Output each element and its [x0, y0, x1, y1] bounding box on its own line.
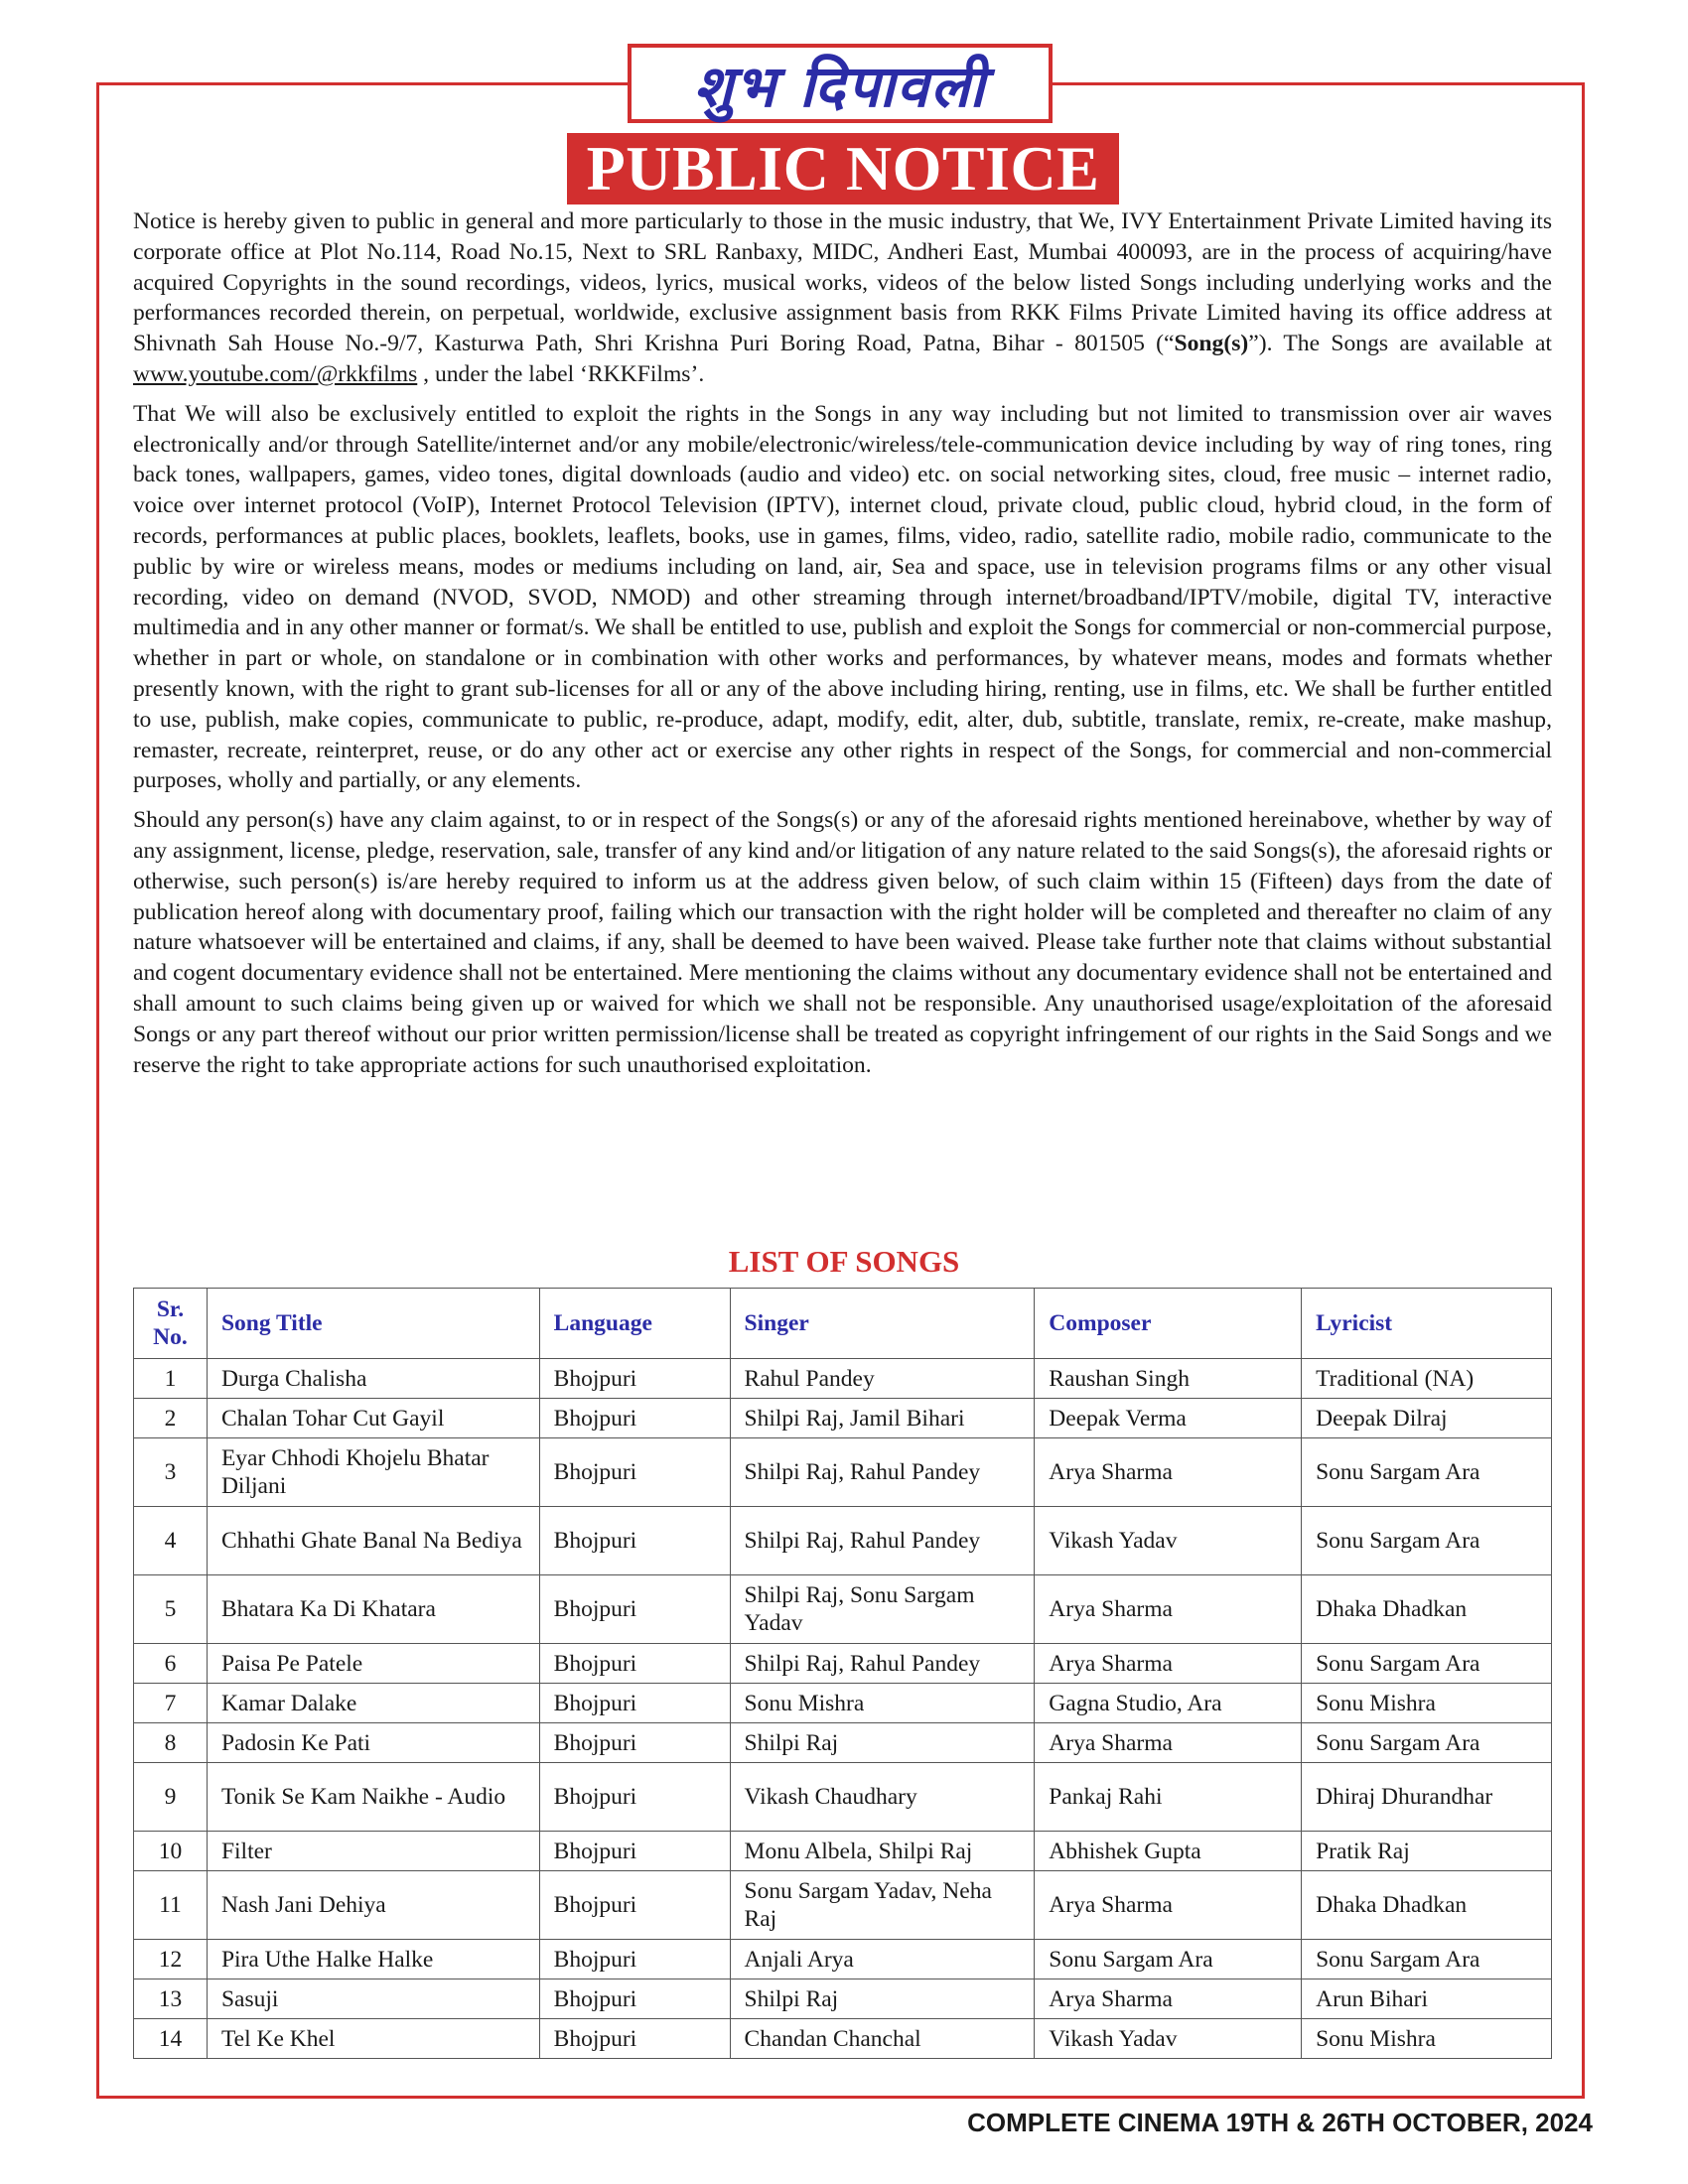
cell-lyricist: Sonu Sargam Ara: [1302, 1644, 1552, 1684]
cell-song-title: Bhatara Ka Di Khatara: [207, 1575, 539, 1644]
cell-language: Bhojpuri: [539, 1575, 730, 1644]
cell-singer: Shilpi Raj, Sonu Sargam Yadav: [730, 1575, 1035, 1644]
cell-language: Bhojpuri: [539, 1940, 730, 1979]
table-row: [134, 1644, 1552, 1684]
cell-composer: Vikash Yadav: [1035, 2019, 1302, 2059]
cell-song-title: Tonik Se Kam Naikhe - Audio: [207, 1763, 539, 1832]
cell-lyricist: Dhaka Dhadkan: [1302, 1871, 1552, 1940]
cell-singer: Sonu Sargam Yadav, Neha Raj: [730, 1871, 1035, 1940]
cell-composer: Arya Sharma: [1035, 1871, 1302, 1940]
diwali-greeting: शुभ दिपावली: [628, 44, 1053, 123]
cell-song-title: Sasuji: [207, 1979, 539, 2019]
cell-singer: Rahul Pandey: [730, 1359, 1035, 1399]
cell-composer: Deepak Verma: [1035, 1399, 1302, 1438]
table-row: [134, 1723, 1552, 1763]
cell-language: Bhojpuri: [539, 1763, 730, 1832]
songs-table: [133, 1288, 1552, 2059]
header-language: Language: [539, 1289, 730, 1359]
cell-song-title: Paisa Pe Patele: [207, 1644, 539, 1684]
table-row: [134, 1940, 1552, 1979]
cell-composer: Arya Sharma: [1035, 1575, 1302, 1644]
cell-language: Bhojpuri: [539, 1359, 730, 1399]
header-composer: Composer: [1035, 1289, 1302, 1359]
intro-text-end: , under the label ‘RKKFilms’.: [417, 360, 705, 387]
cell-song-title: Kamar Dalake: [207, 1684, 539, 1723]
cell-lyricist: Sonu Sargam Ara: [1302, 1723, 1552, 1763]
cell-sr-no: 9: [134, 1763, 208, 1832]
cell-singer: Shilpi Raj: [730, 1979, 1035, 2019]
header-song-title: Song Title: [207, 1289, 539, 1359]
cell-song-title: Pira Uthe Halke Halke: [207, 1940, 539, 1979]
cell-lyricist: Dhiraj Dhurandhar: [1302, 1763, 1552, 1832]
table-row: [134, 1359, 1552, 1399]
table-row: [134, 1763, 1552, 1832]
table-header-row: [134, 1289, 1552, 1359]
table-row: [134, 1438, 1552, 1507]
cell-language: Bhojpuri: [539, 2019, 730, 2059]
cell-singer: Shilpi Raj, Rahul Pandey: [730, 1438, 1035, 1507]
cell-sr-no: 5: [134, 1575, 208, 1644]
cell-composer: Sonu Sargam Ara: [1035, 1940, 1302, 1979]
songs-defined-term: Song(s): [1174, 331, 1249, 357]
cell-language: Bhojpuri: [539, 1399, 730, 1438]
cell-singer: Shilpi Raj, Jamil Bihari: [730, 1399, 1035, 1438]
page-title: PUBLIC NOTICE: [567, 133, 1119, 205]
cell-sr-no: 12: [134, 1940, 208, 1979]
cell-composer: Arya Sharma: [1035, 1979, 1302, 2019]
header-sr-no: Sr. No.: [134, 1289, 208, 1359]
cell-language: Bhojpuri: [539, 1438, 730, 1507]
cell-lyricist: Sonu Mishra: [1302, 1684, 1552, 1723]
table-row: [134, 1684, 1552, 1723]
cell-composer: Arya Sharma: [1035, 1723, 1302, 1763]
cell-singer: Anjali Arya: [730, 1940, 1035, 1979]
cell-lyricist: Sonu Sargam Ara: [1302, 1940, 1552, 1979]
cell-song-title: Nash Jani Dehiya: [207, 1871, 539, 1940]
cell-language: Bhojpuri: [539, 1832, 730, 1871]
cell-composer: Abhishek Gupta: [1035, 1832, 1302, 1871]
table-row: [134, 2019, 1552, 2059]
header-singer: Singer: [730, 1289, 1035, 1359]
cell-language: Bhojpuri: [539, 1507, 730, 1575]
cell-singer: Shilpi Raj: [730, 1723, 1035, 1763]
cell-song-title: Eyar Chhodi Khojelu Bhatar Diljani: [207, 1438, 539, 1507]
cell-language: Bhojpuri: [539, 1723, 730, 1763]
cell-language: Bhojpuri: [539, 1979, 730, 2019]
cell-lyricist: Sonu Mishra: [1302, 2019, 1552, 2059]
youtube-link[interactable]: www.youtube.com/@rkkfilms: [133, 360, 418, 387]
table-row: [134, 1979, 1552, 2019]
cell-sr-no: 1: [134, 1359, 208, 1399]
cell-sr-no: 10: [134, 1832, 208, 1871]
cell-composer: Vikash Yadav: [1035, 1507, 1302, 1575]
cell-sr-no: 6: [134, 1644, 208, 1684]
cell-singer: Sonu Mishra: [730, 1684, 1035, 1723]
notice-body: [133, 206, 1552, 1089]
intro-text-after: ”). The Songs are available at: [1248, 331, 1552, 357]
cell-song-title: Chalan Tohar Cut Gayil: [207, 1399, 539, 1438]
cell-lyricist: Sonu Sargam Ara: [1302, 1438, 1552, 1507]
cell-composer: Raushan Singh: [1035, 1359, 1302, 1399]
cell-sr-no: 8: [134, 1723, 208, 1763]
cell-sr-no: 7: [134, 1684, 208, 1723]
cell-song-title: Tel Ke Khel: [207, 2019, 539, 2059]
cell-sr-no: 2: [134, 1399, 208, 1438]
cell-sr-no: 13: [134, 1979, 208, 2019]
cell-sr-no: 4: [134, 1507, 208, 1575]
cell-language: Bhojpuri: [539, 1871, 730, 1940]
header-lyricist: Lyricist: [1302, 1289, 1552, 1359]
cell-composer: Arya Sharma: [1035, 1644, 1302, 1684]
table-row: [134, 1832, 1552, 1871]
table-row: [134, 1507, 1552, 1575]
cell-language: Bhojpuri: [539, 1684, 730, 1723]
paragraph-rights: That We will also be exclusively entitled to exploit the rights in the Songs in any way including but not limited to transmission over air waves electronically and/or through Satellite/internet and/or any mobile/electronic/wireless/tele-communication device including by way of ring tones, ring back tones, wallpapers, games, video tones, digital downloads (audio and video) etc. on social networking sites, cloud, free music – internet radio, voice over internet protocol (VoIP), Internet Protocol Television (IPTV), internet cloud, private cloud, public cloud, hybrid cloud, in the form of records, performances at public places, booklets, leaflets, books, use in games, films, video, radio, satellite radio, mobile radio, communicate to the public by wire or wireless means, modes or mediums including on land, air, Sea and space, use in television programs films or any other visual recording, video on demand (NVOD, SVOD, NMOD) and other streaming through internet/broadband/IPTV/mobile, digital TV, interactive multimedia and in any other manner or format/s. We shall be entitled to use, publish and exploit the Songs for commercial or non-commercial purpose, whether in part or whole, on standalone or in combination with other works and performances, by whatever means, modes and formats whether presently known, with the right to grant sub-licenses for all or any of the above including hiring, renting, use in films, etc. We shall be further entitled to use, publish, make copies, communicate to public, re-produce, adapt, modify, edit, alter, dub, subtitle, translate, remix, re-create, make mashup, remaster, recreate, reinterpret, reuse, or do any other act or exercise any other rights in respect of the Songs, for commercial and non-commercial purposes, wholly and partially, or any elements.: [133, 400, 1552, 794]
intro-text: Notice is hereby given to public in general and more particularly to those in the music industry, that We, IVY Entertainment Private Limited having its corporate office at Plot No.114, Road No.15, Next to SRL Ranbaxy, MIDC, Andheri East, Mumbai 400093, are in the process of acquiring/have acquired Copyrights in the sound recordings, videos, lyrics, musical works, videos of the below listed Songs including underlying works and the performances recorded therein, on perpetual, worldwide, exclusive assignment basis from RKK Films Private Limited having its office address at Shivnath Sah House No.-9/7, Kasturwa Path, Shri Krishna Puri Boring Road, Patna, Bihar - 801505 (“: [133, 208, 1552, 357]
cell-song-title: Filter: [207, 1832, 539, 1871]
cell-composer: Arya Sharma: [1035, 1438, 1302, 1507]
paragraph-claims: Should any person(s) have any claim against, to or in respect of the Songs(s) or any of the aforesaid rights mentioned hereinabove, whether by way of any assignment, license, pledge, reservation, sale, transfer of any kind and/or litigation of any nature related to the said Songs(s), the aforesaid rights or otherwise, such person(s) is/are hereby required to inform us at the address given below, of such claim within 15 (Fifteen) days from the date of publication hereof along with documentary proof, failing which our transaction with the right holder will be completed and thereafter no claim of any nature whatsoever will be entertained and claims, if any, shall be deemed to have been waived. Please take further note that claims without substantial and cogent documentary evidence shall not be entertained. Mere mentioning the claims without any documentary evidence shall not be entertained and shall amount to such claims being given up or waived for which we shall not be responsible. Any unauthorised usage/exploitation of the aforesaid Songs or any part thereof without our prior written permission/license shall be treated as copyright infringement of our rights in the Said Songs and we reserve the right to take appropriate actions for such unauthorised exploitation.: [133, 807, 1552, 1078]
songs-list-heading: LIST OF SONGS: [728, 1244, 960, 1279]
table-row: [134, 1871, 1552, 1940]
cell-song-title: Padosin Ke Pati: [207, 1723, 539, 1763]
cell-song-title: Chhathi Ghate Banal Na Bediya: [207, 1507, 539, 1575]
cell-composer: Gagna Studio, Ara: [1035, 1684, 1302, 1723]
cell-singer: Chandan Chanchal: [730, 2019, 1035, 2059]
cell-singer: Shilpi Raj, Rahul Pandey: [730, 1644, 1035, 1684]
cell-singer: Shilpi Raj, Rahul Pandey: [730, 1507, 1035, 1575]
cell-sr-no: 11: [134, 1871, 208, 1940]
cell-song-title: Durga Chalisha: [207, 1359, 539, 1399]
cell-lyricist: Deepak Dilraj: [1302, 1399, 1552, 1438]
cell-lyricist: Traditional (NA): [1302, 1359, 1552, 1399]
cell-lyricist: Dhaka Dhadkan: [1302, 1575, 1552, 1644]
cell-lyricist: Pratik Raj: [1302, 1832, 1552, 1871]
table-row: [134, 1575, 1552, 1644]
cell-singer: Monu Albela, Shilpi Raj: [730, 1832, 1035, 1871]
cell-language: Bhojpuri: [539, 1644, 730, 1684]
cell-composer: Pankaj Rahi: [1035, 1763, 1302, 1832]
cell-lyricist: Sonu Sargam Ara: [1302, 1507, 1552, 1575]
publication-footer: COMPLETE CINEMA 19TH & 26TH OCTOBER, 2024: [967, 2108, 1593, 2137]
paragraph-intro: [133, 206, 1552, 390]
cell-sr-no: 3: [134, 1438, 208, 1507]
cell-lyricist: Arun Bihari: [1302, 1979, 1552, 2019]
cell-sr-no: 14: [134, 2019, 208, 2059]
cell-singer: Vikash Chaudhary: [730, 1763, 1035, 1832]
table-row: [134, 1399, 1552, 1438]
